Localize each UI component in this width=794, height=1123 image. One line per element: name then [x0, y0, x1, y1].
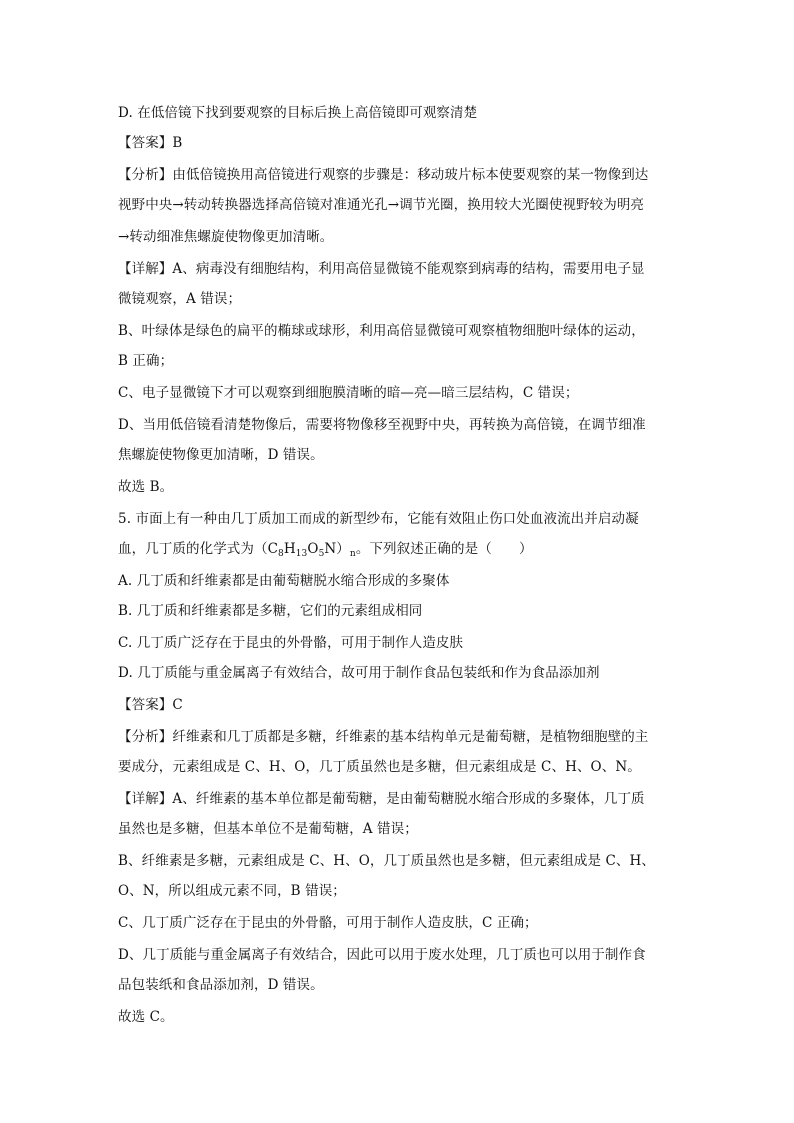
formula-sub-4: n	[349, 549, 356, 559]
analysis2-line-1: 【分析】纤维素和几丁质都是多糖，纤维素的基本结构单元是葡萄糖，是植物细胞壁的主	[118, 729, 649, 745]
detail-line-1: 【详解】A、病毒没有细胞结构，利用高倍显微镜不能观察到病毒的结构，需要用电子显	[118, 261, 645, 277]
formula-text-after: 。下列叙述正确的是（ ）	[355, 541, 533, 557]
option-b: B. 几丁质和纤维素都是多糖，它们的元素组成相同	[118, 603, 423, 619]
formula-text-before: 血，几丁质的化学式为（C	[118, 541, 279, 557]
detail-line-6: D、当用低倍镜看清楚物像后，需要将物像移至视野中央，再转换为高倍镜，在调节细准	[118, 417, 646, 433]
detail-line-4: B 正确；	[118, 353, 174, 369]
detail-line-7: 焦螺旋使物像更加清晰，D 错误。	[118, 447, 324, 463]
formula-sub-3: 5	[318, 549, 325, 559]
option-a: A. 几丁质和纤维素都是由葡萄糖脱水缩合形成的多聚体	[118, 573, 450, 589]
detail2-line-7: 品包装纸和食品添加剂，D 错误。	[118, 977, 324, 993]
analysis2-line-2: 要成分，元素组成是 C、H、O，几丁质虽然也是多糖，但元素组成是 C、H、O、N。	[118, 759, 641, 775]
question-5-line-1: 5. 市面上有一种由几丁质加工而成的新型纱布，它能有效阻止伤口处血液流出并启动凝	[118, 511, 639, 527]
conclusion-line: 故选 B。	[118, 479, 174, 495]
analysis-line-2: 视野中央→转动转换器选择高倍镜对准通光孔→调节光圈，换用较大光圈使视野较为明亮	[118, 197, 645, 213]
conclusion-line-2: 故选 C。	[118, 1009, 174, 1025]
detail-line-3: B、叶绿体是绿色的扁平的椭球或球形，利用高倍显微镜可观察植物细胞叶绿体的运动，	[118, 323, 645, 339]
detail2-line-3: B、纤维素是多糖，元素组成是 C、H、O，几丁质虽然也是多糖，但元素组成是 C、H、	[118, 853, 655, 869]
formula-sub-1: 8	[278, 549, 284, 559]
analysis-line-3: →转动细准焦螺旋使物像更加清晰。	[118, 229, 334, 245]
detail2-line-4: O、N，所以组成元素不同，B 错误；	[118, 883, 346, 899]
detail-line-5: C、电子显微镜下才可以观察到细胞膜清晰的暗—亮—暗三层结构，C 错误；	[118, 385, 579, 401]
formula-text-mid3: N）	[324, 541, 350, 557]
question-5-line-2	[118, 540, 678, 563]
option-c: C. 几丁质广泛存在于昆虫的外骨骼，可用于制作人造皮肤	[118, 635, 464, 651]
analysis-line-1: 【分析】由低倍镜换用高倍镜进行观察的步骤是：移动玻片标本使要观察的某一物像到达	[118, 167, 649, 183]
detail2-line-1: 【详解】A、纤维素的基本单位都是葡萄糖，是由葡萄糖脱水缩合形成的多聚体，几丁质	[118, 791, 645, 807]
detail-line-2: 微镜观察，A 错误；	[118, 291, 242, 307]
option-d-previous: D. 在低倍镜下找到要观察的目标后换上高倍镜即可观察清楚	[118, 105, 478, 121]
formula-text-mid2: O	[307, 541, 319, 557]
detail2-line-6: D、几丁质能与重金属离子有效结合，因此可以用于废水处理，几丁质也可以用于制作食	[118, 947, 646, 963]
detail2-line-2: 虽然也是多糖，但基本单位不是葡萄糖，A 错误；	[118, 821, 418, 837]
answer-label-2: 【答案】C	[118, 697, 183, 713]
formula-sub-2: 13	[295, 549, 308, 559]
option-d: D. 几丁质能与重金属离子有效结合，故可用于制作食品包装纸和作为食品添加剂	[118, 665, 600, 681]
detail2-line-5: C、几丁质广泛存在于昆虫的外骨骼，可用于制作人造皮肤，C 正确；	[118, 915, 538, 931]
answer-label: 【答案】B	[118, 135, 183, 151]
formula-text-mid1: H	[283, 541, 296, 557]
